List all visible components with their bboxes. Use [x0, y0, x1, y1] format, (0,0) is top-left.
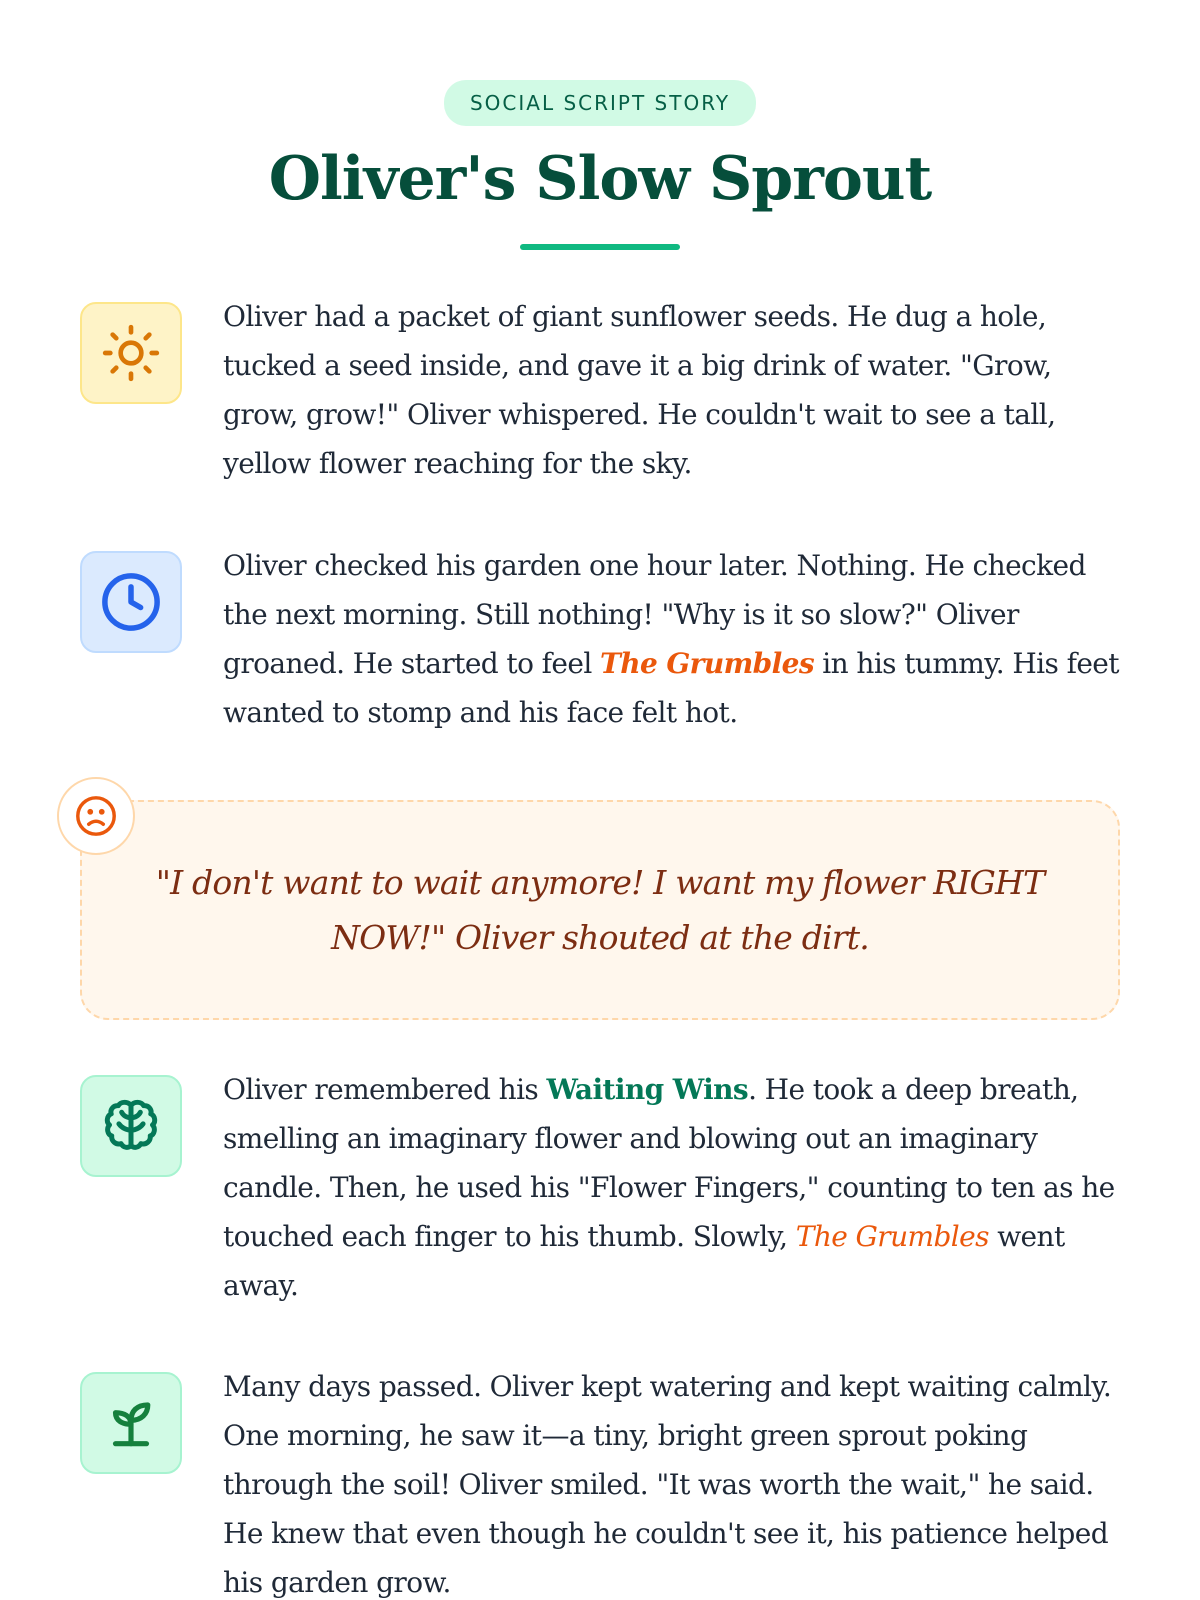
story-paragraph-2	[80, 551, 1120, 737]
story-paragraph-1	[80, 302, 1120, 488]
callout-quote: "I don't want to wait anymore! I want my flower RIGHT NOW!" Oliver shouted at the dirt.	[155, 863, 1045, 957]
paragraph-text	[223, 541, 1120, 737]
grumbles-highlight: The Grumbles	[795, 1220, 989, 1253]
grumbles-highlight: The Grumbles	[600, 647, 814, 680]
sad-face-icon	[57, 777, 135, 855]
category-tag: SOCIAL SCRIPT STORY	[444, 80, 756, 126]
waiting-wins-highlight: Waiting Wins	[546, 1073, 749, 1106]
story-header	[0, 0, 1200, 250]
title-divider	[520, 244, 680, 250]
brain-icon	[80, 1075, 182, 1177]
story-title: Oliver's Slow Sprout	[268, 144, 932, 214]
story-paragraph-4	[80, 1372, 1120, 1600]
story-paragraph-3	[80, 1075, 1120, 1310]
sun-icon	[80, 302, 182, 404]
paragraph-text-end: went away.	[223, 1220, 1065, 1302]
sprout-icon	[80, 1372, 182, 1474]
paragraph-text: Many days passed. Oliver kept watering and kept waiting calmly. One morning, he saw it—a tiny, bright green sprout poking through the soil! Oliver smiled. "It was worth the wait," he said. He knew that even though he couldn't see it, his patience helped his garden grow.	[223, 1370, 1112, 1599]
emotion-callout	[80, 800, 1120, 1020]
paragraph-text-start: Oliver remembered his	[223, 1073, 547, 1106]
clock-icon	[80, 551, 182, 653]
paragraph-text	[223, 1065, 1120, 1310]
paragraph-text-middle: . He took a deep breath, smelling an imaginary flower and blowing out an imaginary candle. Then, he used his "Flower Fingers," counting to ten as he touched each finger to his thumb. Slowly,	[223, 1073, 1115, 1253]
paragraph-text-end: in his tummy. His feet wanted to stomp and his face felt hot.	[223, 647, 1119, 729]
paragraph-text: Oliver had a packet of giant sunflower seeds. He dug a hole, tucked a seed inside, and gave it a big drink of water. "Grow, grow, grow!" Oliver whispered. He couldn't wait to see a tall, yellow flower reaching for the sky.	[223, 300, 1056, 480]
paragraph-text-start: Oliver checked his garden one hour later. Nothing. He checked the next morning. Still nothing! "Why is it so slow?" Oliver groaned. He started to feel	[223, 549, 1086, 680]
